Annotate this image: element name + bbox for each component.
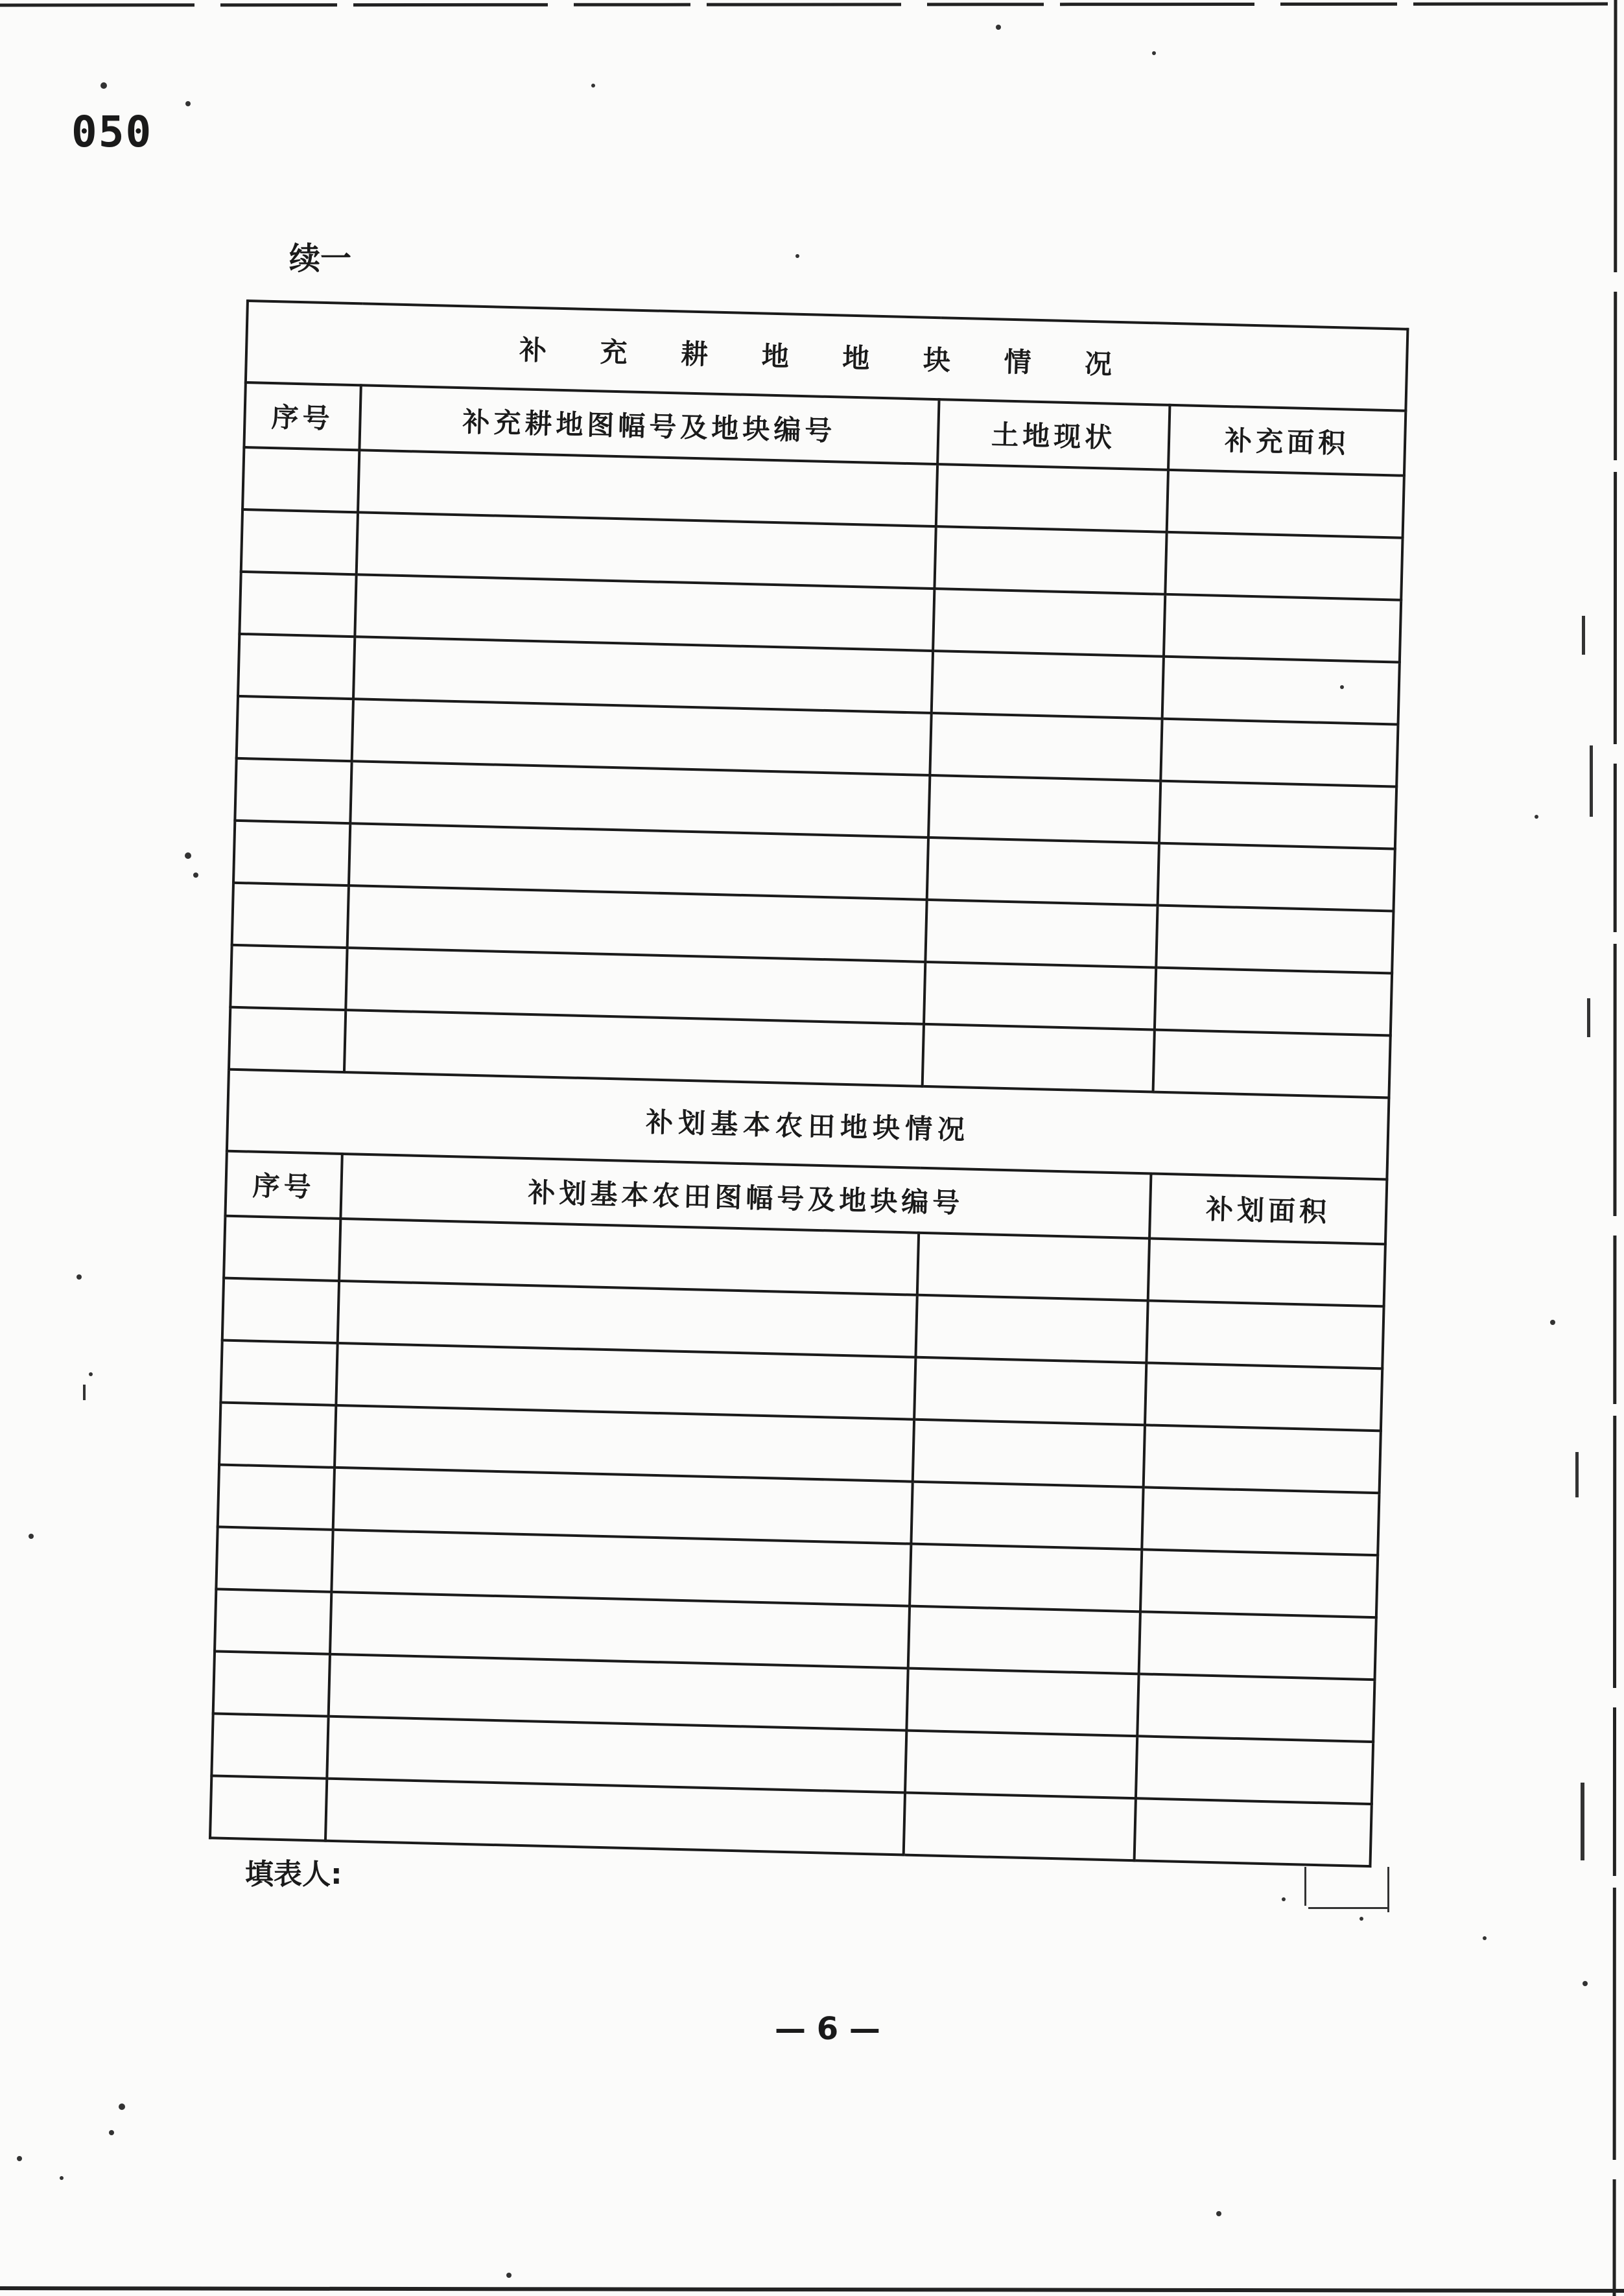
page-number: — 6 — (775, 2011, 880, 2047)
col-serial-2: 序号 (225, 1151, 342, 1219)
col-serial: 序号 (244, 382, 360, 450)
col-added-area-2: 补划面积 (1149, 1173, 1387, 1244)
col-map-parcel: 补充耕地图幅号及地块编号 (359, 385, 939, 464)
page-id: 050 (71, 107, 153, 157)
col-added-area: 补充面积 (1168, 405, 1406, 476)
filler-label: 填表人: (245, 1858, 342, 1891)
col-land-status: 土地现状 (937, 399, 1170, 470)
col-map-parcel-2: 补划基本农田图幅号及地块编号 (340, 1154, 1151, 1238)
continuation-label: 续一 (289, 240, 352, 277)
section2-title: 补划基本农田地块情况 (227, 1070, 1389, 1180)
section1-title: 补 充 耕 地 地 块 情 况 (246, 301, 1408, 411)
